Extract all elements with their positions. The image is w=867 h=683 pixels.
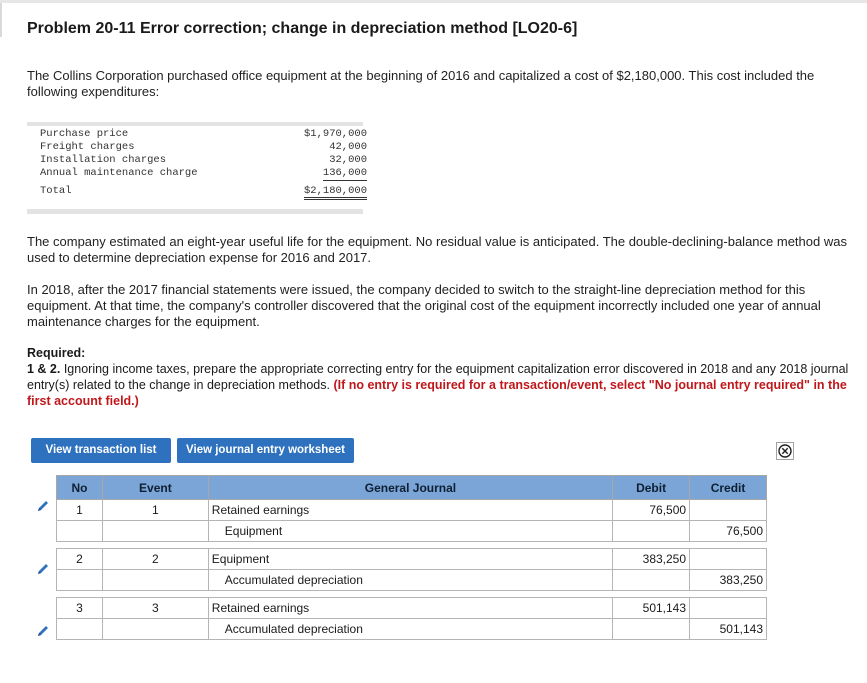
journal-header-row — [57, 476, 767, 500]
entry-event: 3 — [102, 598, 208, 619]
entry-event-empty — [102, 570, 208, 591]
credit-cell[interactable] — [690, 500, 767, 521]
expenditure-label: Purchase price — [40, 128, 129, 140]
edit-pencil-icon[interactable] — [36, 624, 50, 638]
spacer-row — [57, 591, 767, 598]
credit-cell[interactable]: 383,250 — [690, 570, 767, 591]
required-instructions: Ignoring income taxes, prepare the appropriate correcting entry for the equipment capitalization error discovered in 2018 and any 2018 journal entry(s) related to the change in depreciation methods. — [27, 362, 849, 392]
header-no: No — [57, 476, 103, 500]
debit-cell[interactable] — [613, 570, 690, 591]
spacer-row — [57, 542, 767, 549]
total-label: Total — [40, 185, 72, 197]
expenditure-row — [27, 128, 367, 141]
change-paragraph: In 2018, after the 2017 financial statements were issued, the company decided to switch to the straight-line depreciation method for this equipment. At that time, the company's controller discovered that the original cost of the equipment incorrectly included one year of annual maintenance charges for the equipment. — [27, 282, 821, 329]
edit-pencil-icon[interactable] — [36, 499, 50, 513]
expenditure-amount: 136,000 — [322, 167, 367, 179]
debit-cell[interactable]: 76,500 — [613, 500, 690, 521]
credit-cell[interactable]: 501,143 — [690, 619, 767, 640]
entry-no: 1 — [57, 500, 103, 521]
debit-cell[interactable] — [613, 619, 690, 640]
account-cell[interactable]: Equipment — [208, 521, 612, 542]
entry-event: 2 — [102, 549, 208, 570]
required-number: 1 & 2. — [27, 362, 61, 376]
table-row — [57, 619, 767, 640]
credit-cell[interactable] — [690, 549, 767, 570]
expenditures-table — [27, 122, 367, 214]
debit-cell[interactable]: 383,250 — [613, 549, 690, 570]
total-amount: $2,180,000 — [304, 185, 367, 200]
expenditure-amount: 42,000 — [329, 141, 367, 153]
left-divider — [0, 3, 2, 37]
top-divider — [0, 0, 867, 3]
expenditure-row — [27, 167, 367, 180]
account-cell[interactable]: Accumulated depreciation — [208, 570, 612, 591]
header-credit: Credit — [690, 476, 767, 500]
account-cell[interactable]: Retained earnings — [208, 500, 612, 521]
view-transaction-list-button[interactable]: View transaction list — [31, 438, 171, 463]
required-heading: Required: — [27, 346, 86, 360]
table-row — [57, 549, 767, 570]
expenditure-amount: 32,000 — [329, 154, 367, 166]
table-top-bar — [27, 122, 363, 126]
header-event: Event — [102, 476, 208, 500]
entry-event-empty — [102, 521, 208, 542]
credit-cell[interactable]: 76,500 — [690, 521, 767, 542]
entry-event: 1 — [102, 500, 208, 521]
entry-event-empty — [102, 619, 208, 640]
credit-cell[interactable] — [690, 598, 767, 619]
edit-pencil-icon[interactable] — [36, 562, 50, 576]
entry-no: 2 — [57, 549, 103, 570]
required-section — [27, 345, 863, 409]
total-row — [27, 185, 367, 198]
table-bottom-bar — [27, 209, 363, 214]
account-cell[interactable]: Equipment — [208, 549, 612, 570]
close-icon[interactable] — [776, 442, 794, 460]
expenditure-row — [27, 141, 367, 154]
account-cell[interactable]: Accumulated depreciation — [208, 619, 612, 640]
table-row — [57, 598, 767, 619]
expenditure-label: Freight charges — [40, 141, 135, 153]
table-row — [57, 570, 767, 591]
problem-title: Problem 20-11 Error correction; change in depreciation method [LO20-6] — [27, 20, 578, 37]
expenditure-row — [27, 154, 367, 167]
debit-cell[interactable] — [613, 521, 690, 542]
required-text — [27, 361, 863, 409]
account-cell[interactable]: Retained earnings — [208, 598, 612, 619]
header-general-journal: General Journal — [208, 476, 612, 500]
entry-no-empty — [57, 521, 103, 542]
debit-cell[interactable]: 501,143 — [613, 598, 690, 619]
intro-paragraph: The Collins Corporation purchased office equipment at the beginning of 2016 and capitalized a cost of $2,180,000. This cost included the following expenditures: — [27, 68, 815, 99]
entry-no-empty — [57, 570, 103, 591]
expenditure-label: Installation charges — [40, 154, 167, 166]
view-journal-worksheet-button[interactable]: View journal entry worksheet — [177, 438, 354, 463]
header-debit: Debit — [613, 476, 690, 500]
useful-life-paragraph: The company estimated an eight-year useful life for the equipment. No residual value is anticipated. The double-declining-balance method was used to determine depreciation expense for 2016 and 2017. — [27, 234, 847, 265]
table-row — [57, 521, 767, 542]
general-journal-table — [56, 475, 767, 640]
expenditure-amount: $1,970,000 — [303, 128, 367, 140]
entry-no: 3 — [57, 598, 103, 619]
required-note: (If no entry is required for a transaction/event, select "No journal entry required" in the first account field.) — [27, 378, 847, 408]
table-row — [57, 500, 767, 521]
expenditure-label: Annual maintenance charge — [40, 167, 198, 179]
entry-no-empty — [57, 619, 103, 640]
